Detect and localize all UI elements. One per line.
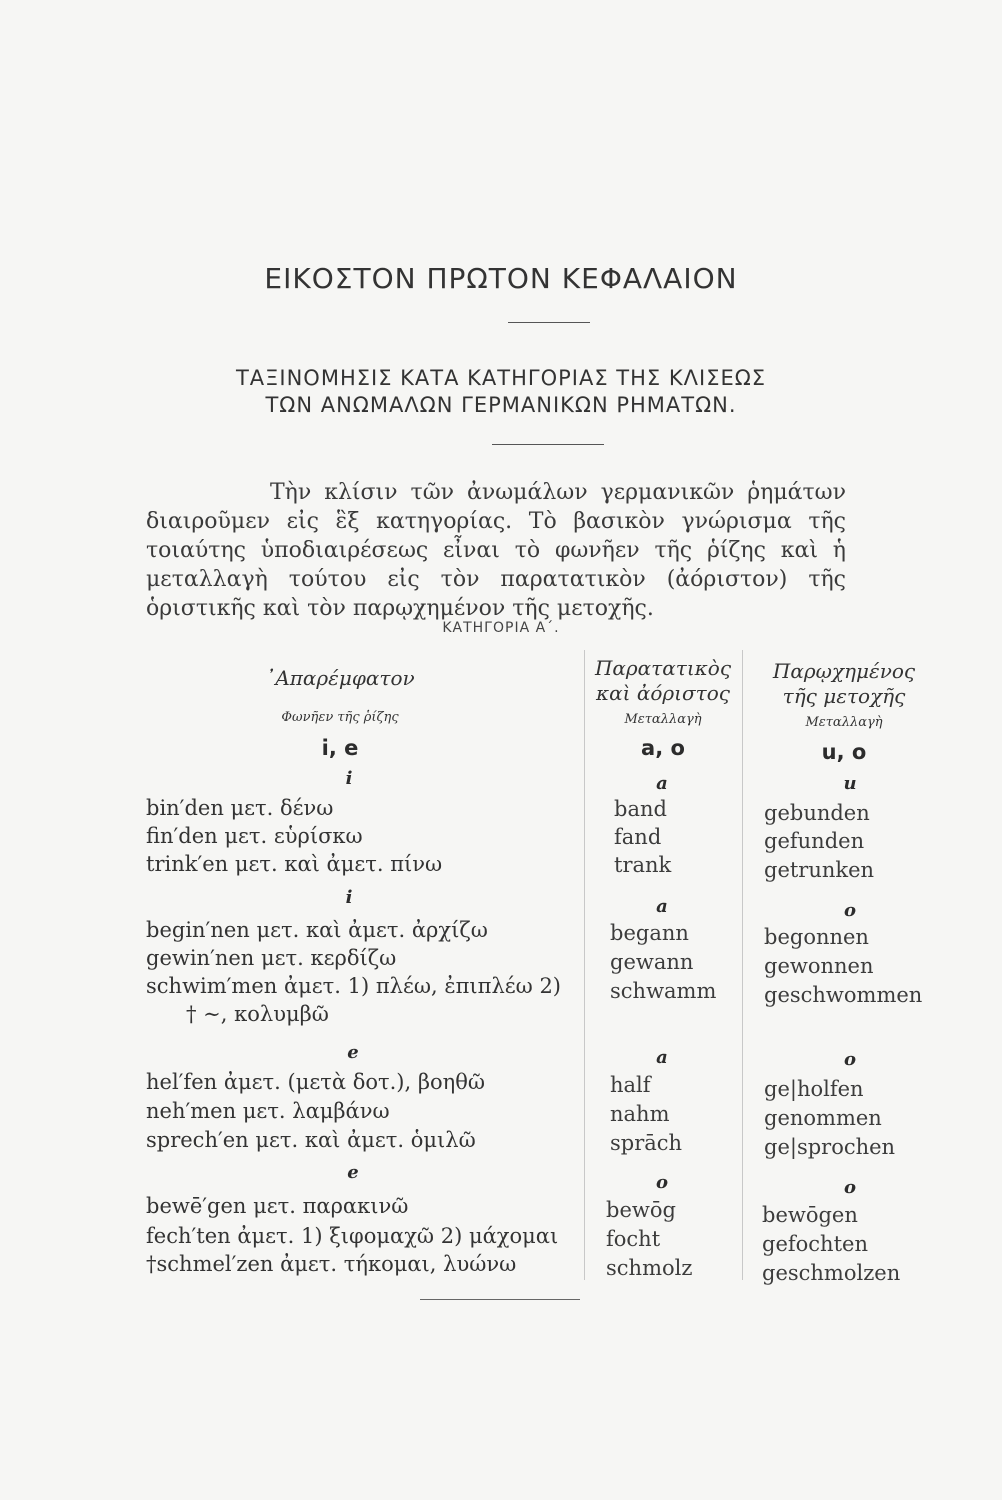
verb-row-participle: geschmolzen [762, 1261, 901, 1285]
verb-row-preterite: schmolz [606, 1256, 693, 1280]
group-3-vowel-preterite: a [656, 1047, 668, 1068]
subtitle-divider [492, 444, 604, 445]
verb-row-infinitive: †schmel′zen ἀμετ. τήκομαι, λυώνω [146, 1252, 517, 1276]
verb-row-infinitive: sprech′en μετ. καὶ ἀμετ. ὁμιλῶ [146, 1128, 476, 1152]
subtitle-line-1: ΤΑΞΙΝΟΜΗΣΙΣ ΚΑΤΑ ΚΑΤΗΓΟΡΙΑΣ ΤΗΣ ΚΛΙΣΕΩΣ [235, 366, 767, 390]
chapter-title: ΕΙΚΟΣΤΟΝ ΠΡΩΤΟΝ ΚΕΦΑΛΑΙΟΝ [264, 262, 738, 295]
verb-row-infinitive: † ∼, κολυμβῶ [186, 1002, 329, 1026]
verb-row-preterite: half [610, 1073, 651, 1097]
verb-row-infinitive: trink′en μετ. καὶ ἀμετ. πίνω [146, 852, 443, 876]
verb-row-participle: gewonnen [764, 954, 874, 978]
title-divider [508, 322, 590, 323]
group-2-vowel-infinitive: i [345, 887, 353, 908]
intro-paragraph [146, 478, 846, 623]
verb-row-infinitive: gewin′nen μετ. κερδίζω [146, 946, 397, 970]
bottom-divider [420, 1299, 580, 1300]
verb-row-participle: bewōgen [762, 1203, 858, 1227]
column-divider-1 [584, 650, 585, 1280]
verb-row-participle: gefochten [762, 1232, 868, 1256]
subtitle-line-2: ΤΩΝ ΑΝΩΜΑΛΩΝ ΓΕΡΜΑΝΙΚΩΝ ΡΗΜΑΤΩΝ. [265, 393, 737, 417]
participle-header-line-2: τῆς μετοχῆς [782, 684, 906, 708]
verb-row-preterite: nahm [610, 1102, 670, 1126]
preterite-subheader: Μεταλλαγὴ [624, 712, 702, 727]
participle-header-line-1: Παρῳχημένος [772, 659, 916, 683]
verb-row-participle: getrunken [764, 858, 875, 882]
participle-subheader: Μεταλλαγὴ [805, 715, 883, 730]
verb-row-infinitive: begin′nen μετ. καὶ ἀμετ. ἀρχίζω [146, 918, 488, 942]
group-4-vowel-infinitive: e [347, 1162, 359, 1183]
verb-row-preterite: focht [606, 1227, 661, 1251]
verb-row-participle: gefunden [764, 829, 865, 853]
verb-row-preterite: begann [610, 921, 689, 945]
category-title: ΚΑΤΗΓΟΡΙΑ Α΄. [442, 620, 560, 636]
verb-row-preterite: band [614, 797, 667, 821]
verb-row-infinitive: fech′ten ἀμετ. 1) ξιφομαχῶ 2) μάχομαι [146, 1224, 559, 1248]
verb-row-preterite: gewann [610, 950, 694, 974]
group-2-vowel-participle: o [843, 900, 856, 921]
group-4-vowel-preterite: o [655, 1172, 668, 1193]
group-1-vowel-participle: u [843, 773, 857, 794]
verb-row-infinitive: schwim′men ἀμετ. 1) πλέω, ἐπιπλέω 2) [146, 974, 561, 998]
group-3-vowel-participle: o [843, 1049, 856, 1070]
preterite-header-line-1: Παρατατικὸς [594, 656, 732, 680]
group-2-vowel-preterite: a [656, 896, 668, 917]
verb-row-preterite: schwamm [610, 979, 717, 1003]
verb-row-infinitive: fin′den μετ. εὑρίσκω [146, 824, 363, 848]
verb-row-participle: ge|holfen [764, 1077, 864, 1101]
group-3-vowel-infinitive: e [347, 1042, 359, 1063]
infinitive-vowels: i, e [321, 736, 359, 760]
preterite-vowels: a, o [641, 736, 685, 760]
verb-row-preterite: sprāch [610, 1131, 683, 1155]
verb-row-infinitive: bewē′gen μετ. παρακινῶ [146, 1194, 409, 1218]
intro-text: Τὴν κλίσιν τῶν ἀνωμάλων γερμανικῶν ῥημάτων διαιροῦμεν εἰς ἓξ κατηγορίας. Τὸ βασικὸν γνώρισμα τῆς τοιαύτης ὑποδιαιρέσεως εἶναι τὸ φωνῆεν τῆς ῥίζης καὶ ἡ μεταλλαγὴ τούτου εἰς τὸν παρατατικὸν (ἀόριστον) τῆς ὁριστικῆς καὶ τὸν παρῳχημένον τῆς μετοχῆς. [146, 480, 846, 621]
verb-row-infinitive: hel′fen ἀμετ. (μετὰ δοτ.), βοηθῶ [146, 1070, 485, 1094]
group-1-vowel-preterite: a [656, 773, 668, 794]
column-divider-2 [742, 650, 743, 1280]
group-4-vowel-participle: o [843, 1177, 856, 1198]
verb-row-infinitive: bin′den μετ. δένω [146, 796, 334, 820]
verb-row-preterite: bewōg [606, 1198, 676, 1222]
verb-row-participle: gebunden [764, 801, 870, 825]
preterite-header-line-2: καὶ ἀόριστος [596, 681, 730, 705]
verb-row-preterite: trank [614, 853, 672, 877]
verb-row-preterite: fand [614, 825, 662, 849]
verb-row-participle: begonnen [764, 925, 869, 949]
verb-row-infinitive: neh′men μετ. λαμβάνω [146, 1099, 390, 1123]
participle-vowels: u, o [821, 740, 867, 764]
verb-row-participle: ge|sprochen [764, 1135, 896, 1159]
group-1-vowel-infinitive: i [345, 768, 353, 789]
infinitive-subheader: Φωνῆεν τῆς ῥίζης [281, 710, 399, 725]
verb-row-participle: genommen [764, 1106, 882, 1130]
verb-row-participle: geschwommen [764, 983, 923, 1007]
infinitive-header: ᾿Απαρέμφατον [265, 666, 415, 690]
